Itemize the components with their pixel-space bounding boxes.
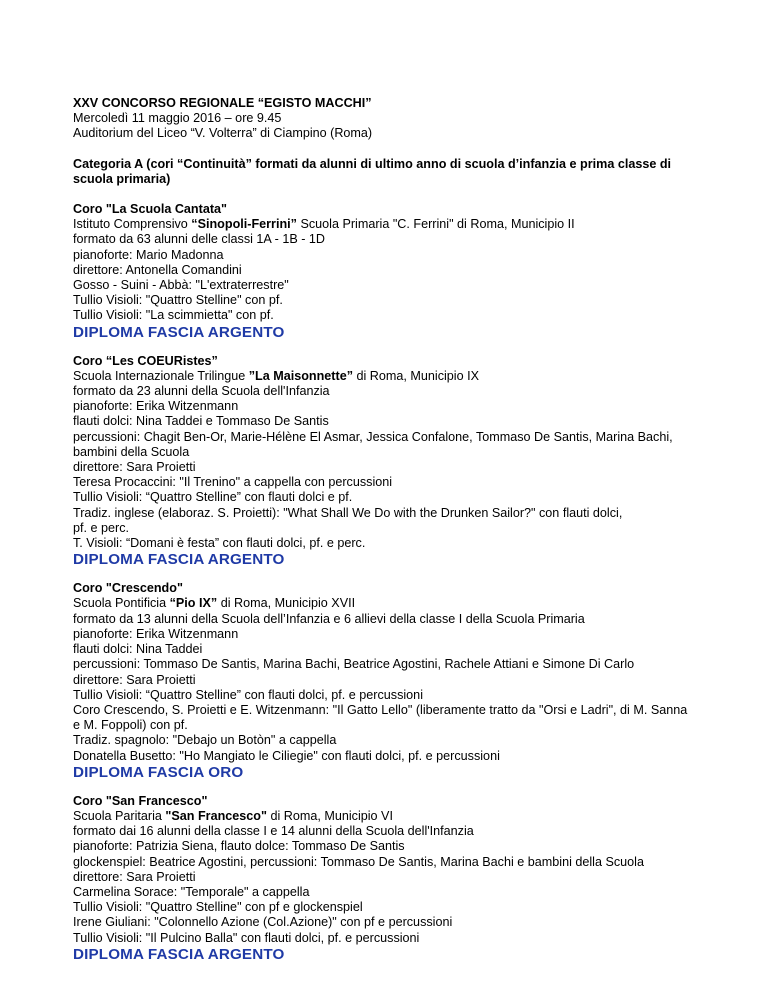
choir-detail: Irene Giuliani: "Colonnello Azione (Col.Azione)" con pf e percussioni xyxy=(73,915,453,930)
award-label: DIPLOMA FASCIA ARGENTO xyxy=(73,323,285,341)
choir-detail: Carmelina Sorace: "Temporale" a cappella xyxy=(73,884,310,899)
choir-detail: Tradiz. spagnolo: "Debajo un Botòn" a cappella xyxy=(73,733,337,748)
document-body xyxy=(73,96,693,963)
choir-detail: formato dai 16 alunni della classe I e 14 alunni della Scuola dell'Infanzia xyxy=(73,824,474,839)
choir-name: Coro "La Scuola Cantata" xyxy=(73,202,227,217)
choir-detail: pianoforte: Erika Witzenmann xyxy=(73,399,239,414)
choir-detail: Coro Crescendo, S. Proietti e E. Witzenmann: "Il Gatto Lello" (liberamente tratto da "Orsi e Ladri", di M. Sanna e M. Foppoli) con pf. xyxy=(73,702,688,733)
award-label: DIPLOMA FASCIA ARGENTO xyxy=(73,551,285,569)
choir-detail: direttore: Sara Proietti xyxy=(73,869,196,884)
choir-entry xyxy=(73,794,693,963)
choir-name: Coro "San Francesco" xyxy=(73,793,208,808)
choir-detail: Tullio Visioli: "Quattro Stelline" con pf e glockenspiel xyxy=(73,900,363,915)
event-date: Mercoledì 11 maggio 2016 – ore 9.45 xyxy=(73,111,282,126)
choir-detail: Tullio Visioli: “Quattro Stelline” con flauti dolci, pf. e percussioni xyxy=(73,687,423,702)
choir-detail: T. Visioli: “Domani è festa” con flauti dolci, pf. e perc. xyxy=(73,536,366,551)
choir-detail: pianoforte: Mario Madonna xyxy=(73,247,224,262)
choir-detail: Teresa Procaccini: "Il Trenino" a cappella con percussioni xyxy=(73,475,393,490)
choir-detail: formato da 63 alunni delle classi 1A - 1B - 1D xyxy=(73,232,326,247)
award-label: DIPLOMA FASCIA ARGENTO xyxy=(73,945,285,963)
choir-entry xyxy=(73,202,693,341)
choir-detail: flauti dolci: Nina Taddei xyxy=(73,642,203,657)
school-line: Scuola Pontificia “Pio IX” di Roma, Municipio XVII xyxy=(73,596,356,611)
choir-detail: formato da 23 alunni della Scuola dell'Infanzia xyxy=(73,384,330,399)
school-line: Scuola Internazionale Trilingue ”La Maisonnette” di Roma, Municipio IX xyxy=(73,368,479,383)
choir-detail: glockenspiel: Beatrice Agostini, percussioni: Tommaso De Santis, Marina Bachi e bambini della Scuola xyxy=(73,854,644,869)
choir-name: Coro “Les COEURistes” xyxy=(73,353,218,368)
choir-detail: pianoforte: Erika Witzenmann xyxy=(73,626,239,641)
choir-detail: percussioni: Tommaso De Santis, Marina Bachi, Beatrice Agostini, Rachele Attiani e Simone Di Carlo xyxy=(73,657,635,672)
choir-detail: Tullio Visioli: "Quattro Stelline" con pf. xyxy=(73,293,283,308)
choir-detail: Donatella Busetto: "Ho Mangiato le Ciliegie" con flauti dolci, pf. e percussioni xyxy=(73,748,500,763)
choir-entry xyxy=(73,581,693,780)
choir-entry xyxy=(73,354,693,569)
award-label: DIPLOMA FASCIA ORO xyxy=(73,763,244,781)
choir-detail: Tullio Visioli: “Quattro Stelline” con flauti dolci e pf. xyxy=(73,490,353,505)
choir-detail: Tradiz. inglese (elaboraz. S. Proietti): "What Shall We Do with the Drunken Sailor?" con flauti dolci, pf. e perc. xyxy=(73,505,623,535)
event-venue: Auditorium del Liceo “V. Volterra” di Ciampino (Roma) xyxy=(73,126,373,141)
choir-detail: direttore: Antonella Comandini xyxy=(73,262,242,277)
choir-detail: flauti dolci: Nina Taddei e Tommaso De Santis xyxy=(73,414,329,429)
choir-detail: direttore: Sara Proietti xyxy=(73,460,196,475)
category-heading: Categoria A (cori “Continuità” formati da alunni di ultimo anno di scuola d’infanzia e prima classe di scuola primaria) xyxy=(73,156,672,186)
choir-detail: pianoforte: Patrizia Siena, flauto dolce: Tommaso De Santis xyxy=(73,839,405,854)
choir-detail: Tullio Visioli: "La scimmietta" con pf. xyxy=(73,308,274,323)
choir-detail: percussioni: Chagit Ben-Or, Marie-Hélène El Asmar, Jessica Confalone, Tommaso De Santis, Marina Bachi, bambini della Scuola xyxy=(73,429,673,459)
choir-detail: Gosso - Suini - Abbà: "L'extraterrestre" xyxy=(73,278,289,293)
competition-title: XXV CONCORSO REGIONALE “EGISTO MACCHI” xyxy=(73,96,372,110)
choir-name: Coro "Crescendo" xyxy=(73,581,183,596)
choir-detail: direttore: Sara Proietti xyxy=(73,672,196,687)
school-line: Istituto Comprensivo “Sinopoli-Ferrini” Scuola Primaria "C. Ferrini" di Roma, Municipio II xyxy=(73,217,575,232)
choir-detail: formato da 13 alunni della Scuola dell’Infanzia e 6 allievi della classe I della Scuola Primaria xyxy=(73,611,585,626)
school-line: Scuola Paritaria "San Francesco" di Roma, Municipio VI xyxy=(73,808,393,823)
choir-detail: Tullio Visioli: "Il Pulcino Balla" con flauti dolci, pf. e percussioni xyxy=(73,930,420,945)
